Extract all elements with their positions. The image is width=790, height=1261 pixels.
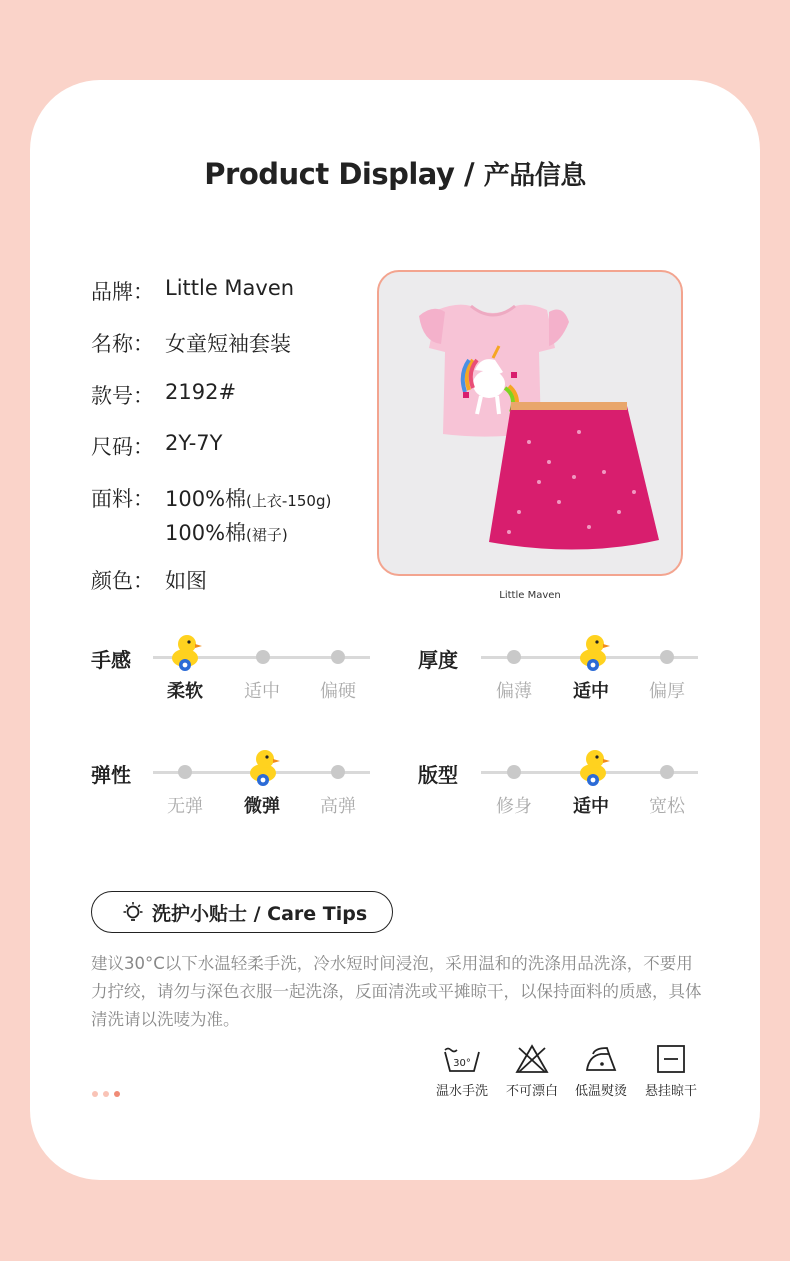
scale-option-high: 高弹 [320,796,356,817]
info-row-color [91,565,207,595]
info-value: 100%棉 [165,487,247,511]
photo-caption: Little Maven [499,590,561,601]
scale-option-slim: 修身 [496,796,532,817]
scale-label-elasticity: 弹性 [91,763,131,787]
product-photo [377,270,683,576]
info-row-name [91,328,291,358]
info-row-size [91,431,222,461]
info-key: 颜色： [91,569,154,593]
info-key: 尺码： [91,435,154,459]
scale-option-thick: 偏厚 [649,681,685,702]
duck-marker-icon [246,747,280,787]
scale-option-loose: 宽松 [649,796,685,817]
no-bleach-icon [515,1044,549,1074]
care-symbol-hang-dry [636,1044,706,1099]
scale-label-fit: 版型 [418,763,458,787]
scale-option-soft: 柔软 [167,681,203,702]
title-zh: 产品信息 [483,161,586,191]
info-value: 2Y-7Y [165,431,223,455]
info-value: 如图 [165,569,207,593]
care-symbol-label: 悬挂晾干 [644,1084,697,1099]
product-illustration [379,272,681,574]
care-symbol-no-bleach [497,1044,567,1099]
scale-option-medium: 适中 [244,681,280,702]
info-value: 2192# [165,380,237,404]
scale-dot [507,765,521,779]
info-note-2: (裙子) [246,526,288,544]
scale-dot [507,650,521,664]
scale-dot [331,765,345,779]
page-dot-active [114,1091,120,1097]
title-en: Product Display [204,157,455,191]
care-instructions: 建议30°C以下水温轻柔手洗，冷水短时间浸泡，采用温和的洗涤用品洗涤，不要用力拧绞，请勿与深色衣服一起洗涤，反面清洗或平摊晾干，以保持面料的质感，具体清洗请以洗唛为准。 [91,954,702,1029]
duck-marker-icon [576,632,610,672]
care-symbol-label: 温水手洗 [435,1084,488,1099]
scale-dot [256,650,270,664]
duck-marker-icon [576,747,610,787]
scale-option-regular: 适中 [573,796,609,817]
scale-label-hand-feel: 手感 [91,648,131,672]
lightbulb-icon [122,901,144,923]
title-separator: / [454,157,484,191]
info-key: 款号： [91,384,154,408]
info-key: 面料： [91,487,154,511]
scale-option-thin: 偏薄 [496,681,532,702]
scale-option-hard: 偏硬 [320,681,356,702]
scale-dot [178,765,192,779]
page-indicator [92,1091,120,1097]
care-tips-title: 洗护小贴士 / Care Tips [152,902,368,925]
scale-dot [660,650,674,664]
info-value: Little Maven [165,276,295,300]
scale-dot [331,650,345,664]
hang-dry-icon [656,1044,686,1074]
care-tips-heading [91,891,393,933]
scale-dot [660,765,674,779]
info-key: 名称： [91,332,154,356]
care-symbol-low-iron [566,1044,636,1099]
info-value: 女童短袖套装 [165,332,291,356]
info-key: 品牌： [91,280,154,304]
page-title [0,155,790,192]
care-symbol-label: 不可漂白 [505,1084,558,1099]
duck-marker-icon [168,632,202,672]
info-row-fabric [91,483,331,547]
info-value-2: 100%棉 [165,521,247,545]
low-iron-icon [583,1044,619,1074]
scale-option-medium: 适中 [573,681,609,702]
info-row-style-number [91,380,236,410]
scale-option-slight: 微弹 [244,796,280,817]
care-symbol-hand-wash [427,1044,497,1099]
scale-option-none: 无弹 [167,796,203,817]
page-dot [103,1091,109,1097]
scale-label-thickness: 厚度 [418,648,458,672]
info-note: (上衣-150g) [246,492,332,510]
care-symbol-label: 低温熨烫 [574,1084,627,1099]
info-row-brand [91,276,294,306]
page-dot [92,1091,98,1097]
wash-temp: 30° [453,1058,471,1069]
wash-30-icon [443,1044,481,1074]
